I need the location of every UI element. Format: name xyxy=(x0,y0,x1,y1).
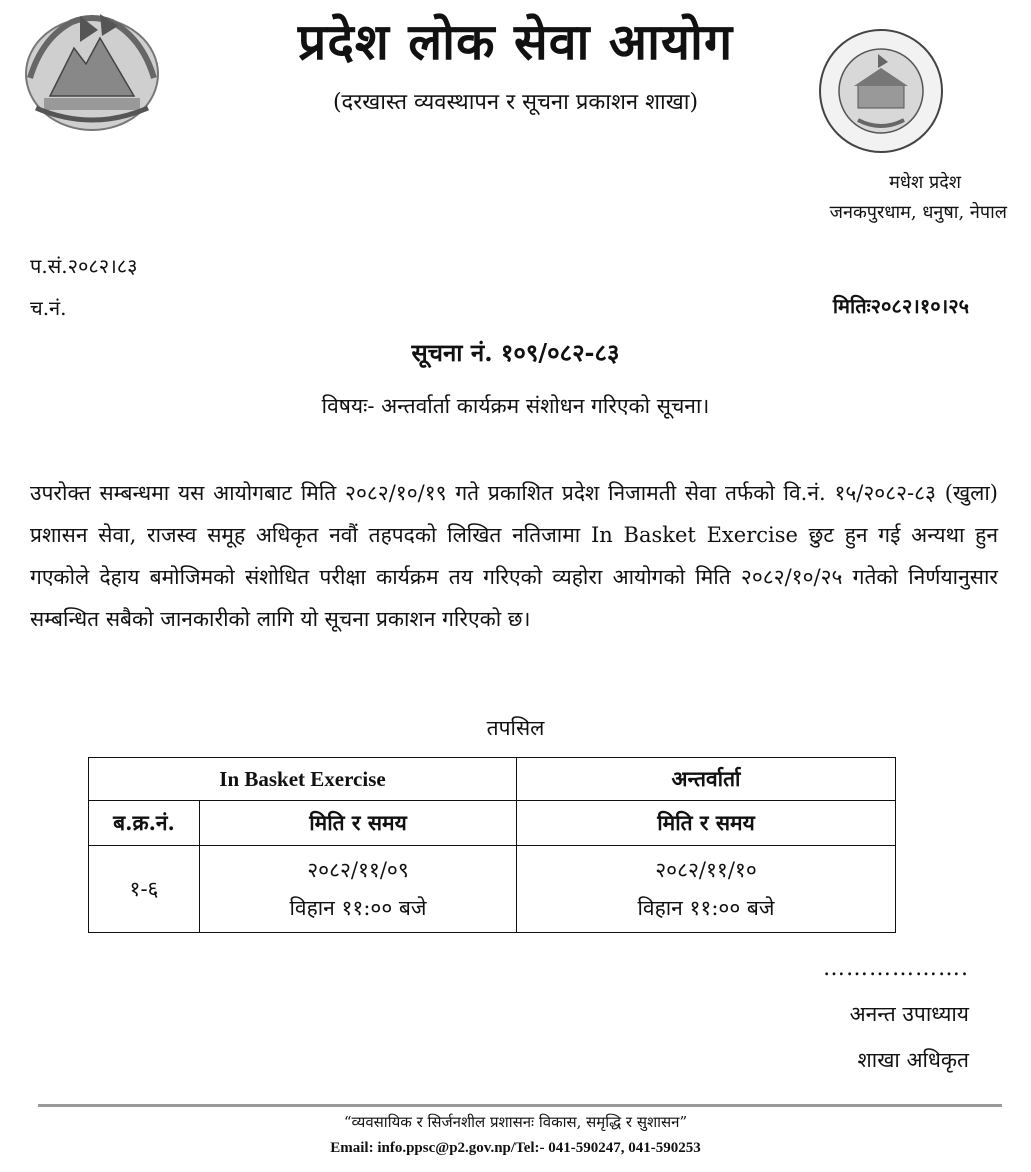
ibe-date: २०८२/११/०९ xyxy=(307,858,409,882)
notice-body-text: उपरोक्त सम्बन्धमा यस आयोगबाट मिति २०८२/१०/१९ गते प्रकाशित प्रदेश निजामती सेवा तर्फको वि.नं. १५/२०८२-८३ (खुला) प्रशासन सेवा, राजस्व समूह अधिकृत नवौं तहपदको लिखित नतिजामा In Basket Exercise छुट हुन गई अन्यथा हुन गएकोले देहाय बमोजिमको संशोधित परीक्षा कार्यक्रम तय गरिएको व्यहोरा आयोगको मिति २०८२/१०/२५ गतेको निर्णयानुसार सम्बन्धित सबैको जानकारीको लागि यो सूचना प्रकाशन गरिएको छ। xyxy=(30,481,998,631)
dispatch-number: च.नं. xyxy=(30,296,67,320)
notice-date: मितिः२०८२।१०।२५ xyxy=(832,294,969,318)
notice-number: सूचना नं. १०९/०८२-८३ xyxy=(411,338,620,367)
province-name: मधेश प्रदेश xyxy=(889,172,961,193)
schedule-table xyxy=(88,757,896,933)
notice-subject: विषयः- अन्तर्वार्ता कार्यक्रम संशोधन गरिएको सूचना। xyxy=(321,394,710,418)
group-header-ibe: In Basket Exercise xyxy=(89,758,517,801)
footer-motto: “व्यवसायिक र सिर्जनशील प्रशासनः विकास, समृद्धि र सुशासन” xyxy=(343,1113,688,1131)
signer-name: अनन्त उपाध्याय xyxy=(849,1002,969,1026)
signer-title: शाखा अधिकृत xyxy=(857,1048,969,1072)
signature-line: ………………. xyxy=(823,956,969,981)
serial-range: १-६ xyxy=(89,846,200,933)
office-subtitle: (दरखास्त व्यवस्थापन र सूचना प्रकाशन शाखा) xyxy=(332,90,699,115)
interview-date: २०८२/११/१० xyxy=(655,858,757,882)
notice-body xyxy=(30,472,998,640)
office-address: जनकपुरधाम, धनुषा, नेपाल xyxy=(829,202,1007,223)
interview-datetime-cell xyxy=(517,846,896,933)
interview-time: विहान ११:०० बजे xyxy=(637,896,775,920)
table-row xyxy=(89,846,896,933)
column-interview-datetime: मिति र समय xyxy=(517,801,896,846)
column-serial: ब.क्र.नं. xyxy=(89,801,200,846)
office-title: प्रदेश लोक सेवा आयोग xyxy=(297,12,734,71)
footer-contact: Email: info.ppsc@p2.gov.np/Tel:- 041-590247, 041-590253 xyxy=(330,1140,701,1156)
ibe-datetime-cell xyxy=(200,846,517,933)
footer-divider xyxy=(38,1104,1002,1107)
column-ibe-datetime: मिति र समय xyxy=(200,801,517,846)
ibe-time: विहान ११:०० बजे xyxy=(289,896,427,920)
reference-number: प.सं.२०८२।८३ xyxy=(30,254,138,278)
schedule-heading: तपसिल xyxy=(486,716,545,740)
group-header-interview: अन्तर्वार्ता xyxy=(517,758,896,801)
